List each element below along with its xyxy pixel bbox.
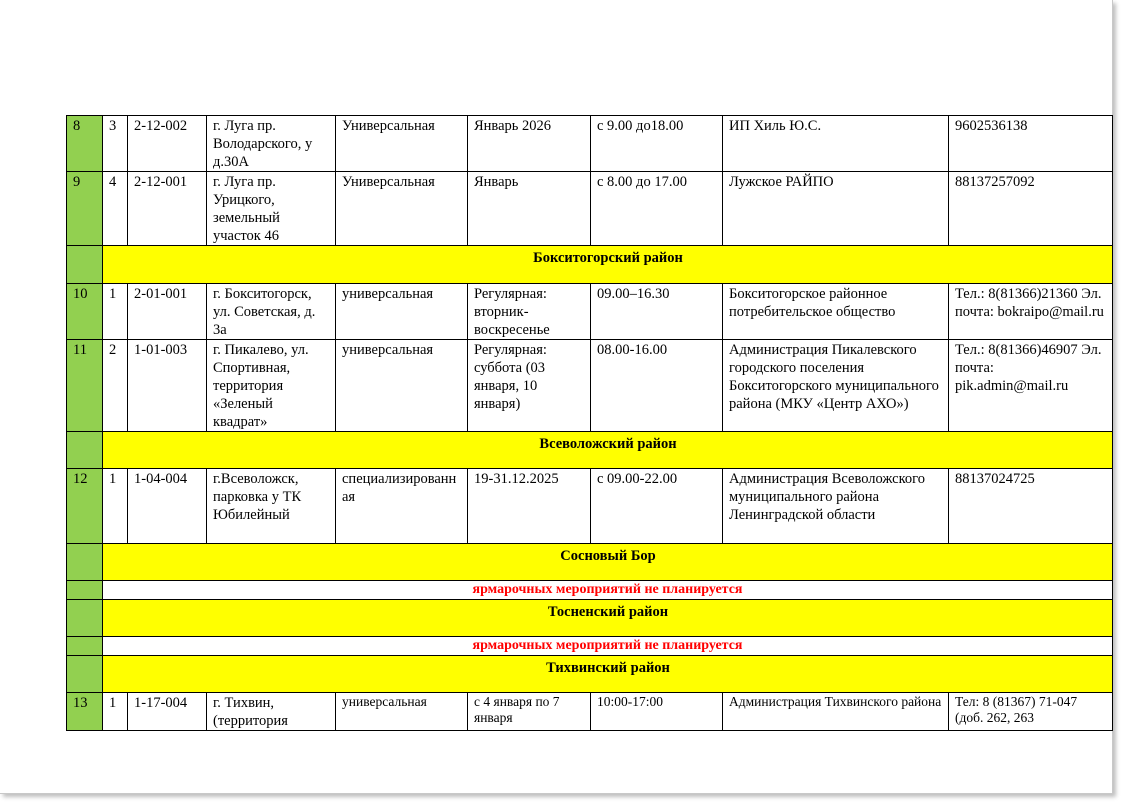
fairs-table xyxy=(66,115,1113,731)
fair-period: Регулярная: вторник-воскресенье xyxy=(468,284,591,340)
fair-period: 19-31.12.2025 xyxy=(468,469,591,544)
table-row xyxy=(67,284,1113,340)
table-row xyxy=(67,340,1113,432)
fair-contact: 88137257092 xyxy=(949,172,1113,246)
fair-hours: с 8.00 до 17.00 xyxy=(591,172,723,246)
district-row xyxy=(67,544,1113,581)
fair-address: г.Всеволожск, парковка у ТК Юбилейный xyxy=(207,469,336,544)
district-title: Тихвинский район xyxy=(103,656,1113,693)
no-events-note: ярмарочных мероприятий не планируется xyxy=(103,637,1113,656)
fair-organizer: Администрация Тихвинского района xyxy=(723,693,949,731)
district-title: Всеволожский район xyxy=(103,432,1113,469)
row-number: 12 xyxy=(67,469,103,544)
fair-period: Регулярная: суббота (03 января, 10 января) xyxy=(468,340,591,432)
district-title: Сосновый Бор xyxy=(103,544,1113,581)
fair-period: Январь xyxy=(468,172,591,246)
district-row xyxy=(67,432,1113,469)
fair-code: 1-17-004 xyxy=(128,693,207,731)
table-row xyxy=(67,469,1113,544)
fair-address: г. Бокситогорск, ул. Советская, д. 3а xyxy=(207,284,336,340)
fair-type: Универсальная xyxy=(336,116,468,172)
fair-address: г. Пикалево, ул. Спортивная, территория «Зеленый квадрат» xyxy=(207,340,336,432)
row-number: 13 xyxy=(67,693,103,731)
fair-address: г. Луга пр. Урицкого, земельный участок 46 xyxy=(207,172,336,246)
fair-code: 1-04-004 xyxy=(128,469,207,544)
fair-code: 2-12-001 xyxy=(128,172,207,246)
fair-period: Январь 2026 xyxy=(468,116,591,172)
fair-hours: 09.00–16.30 xyxy=(591,284,723,340)
table-row xyxy=(67,693,1113,731)
fair-code: 2-01-001 xyxy=(128,284,207,340)
note-row xyxy=(67,581,1113,600)
fair-contact: 88137024725 xyxy=(949,469,1113,544)
fair-organizer: ИП Хиль Ю.С. xyxy=(723,116,949,172)
district-row xyxy=(67,246,1113,284)
fair-type: универсальная xyxy=(336,284,468,340)
fair-contact: Тел.: 8(81366)46907 Эл. почта: pik.admin@mail.ru xyxy=(949,340,1113,432)
row-subnumber: 2 xyxy=(103,340,128,432)
note-row xyxy=(67,637,1113,656)
fair-hours: с 09.00-22.00 xyxy=(591,469,723,544)
row-number: 10 xyxy=(67,284,103,340)
district-row xyxy=(67,656,1113,693)
fair-hours: 08.00-16.00 xyxy=(591,340,723,432)
table-row xyxy=(67,116,1113,172)
fair-contact: 9602536138 xyxy=(949,116,1113,172)
fair-address: г. Луга пр. Володарского, у д.30А xyxy=(207,116,336,172)
fair-contact: Тел: 8 (81367) 71-047 (доб. 262, 263 xyxy=(949,693,1113,731)
fair-organizer: Лужское РАЙПО xyxy=(723,172,949,246)
fair-hours: с 9.00 до18.00 xyxy=(591,116,723,172)
district-title: Тосненский район xyxy=(103,600,1113,637)
fair-address: г. Тихвин, (территория xyxy=(207,693,336,731)
fair-code: 2-12-002 xyxy=(128,116,207,172)
fair-hours: 10:00-17:00 xyxy=(591,693,723,731)
row-number: 8 xyxy=(67,116,103,172)
fair-type: специализированная xyxy=(336,469,468,544)
row-subnumber: 3 xyxy=(103,116,128,172)
row-subnumber: 4 xyxy=(103,172,128,246)
table-row xyxy=(67,172,1113,246)
fair-type: универсальная xyxy=(336,693,468,731)
fair-organizer: Администрация Всеволожского муниципального района Ленинградской области xyxy=(723,469,949,544)
fair-organizer: Администрация Пикалевского городского поселения Бокситогорского муниципального района (МКУ «Центр АХО») xyxy=(723,340,949,432)
fair-type: универсальная xyxy=(336,340,468,432)
fair-organizer: Бокситогорское районное потребительское общество xyxy=(723,284,949,340)
no-events-note: ярмарочных мероприятий не планируется xyxy=(103,581,1113,600)
fair-contact: Тел.: 8(81366)21360 Эл. почта: bokraipo@mail.ru xyxy=(949,284,1113,340)
fair-period: с 4 января по 7 января xyxy=(468,693,591,731)
row-number: 9 xyxy=(67,172,103,246)
fair-type: Универсальная xyxy=(336,172,468,246)
row-subnumber: 1 xyxy=(103,469,128,544)
fair-code: 1-01-003 xyxy=(128,340,207,432)
district-row xyxy=(67,600,1113,637)
row-number: 11 xyxy=(67,340,103,432)
row-subnumber: 1 xyxy=(103,693,128,731)
row-subnumber: 1 xyxy=(103,284,128,340)
district-title: Бокситогорский район xyxy=(103,246,1113,284)
